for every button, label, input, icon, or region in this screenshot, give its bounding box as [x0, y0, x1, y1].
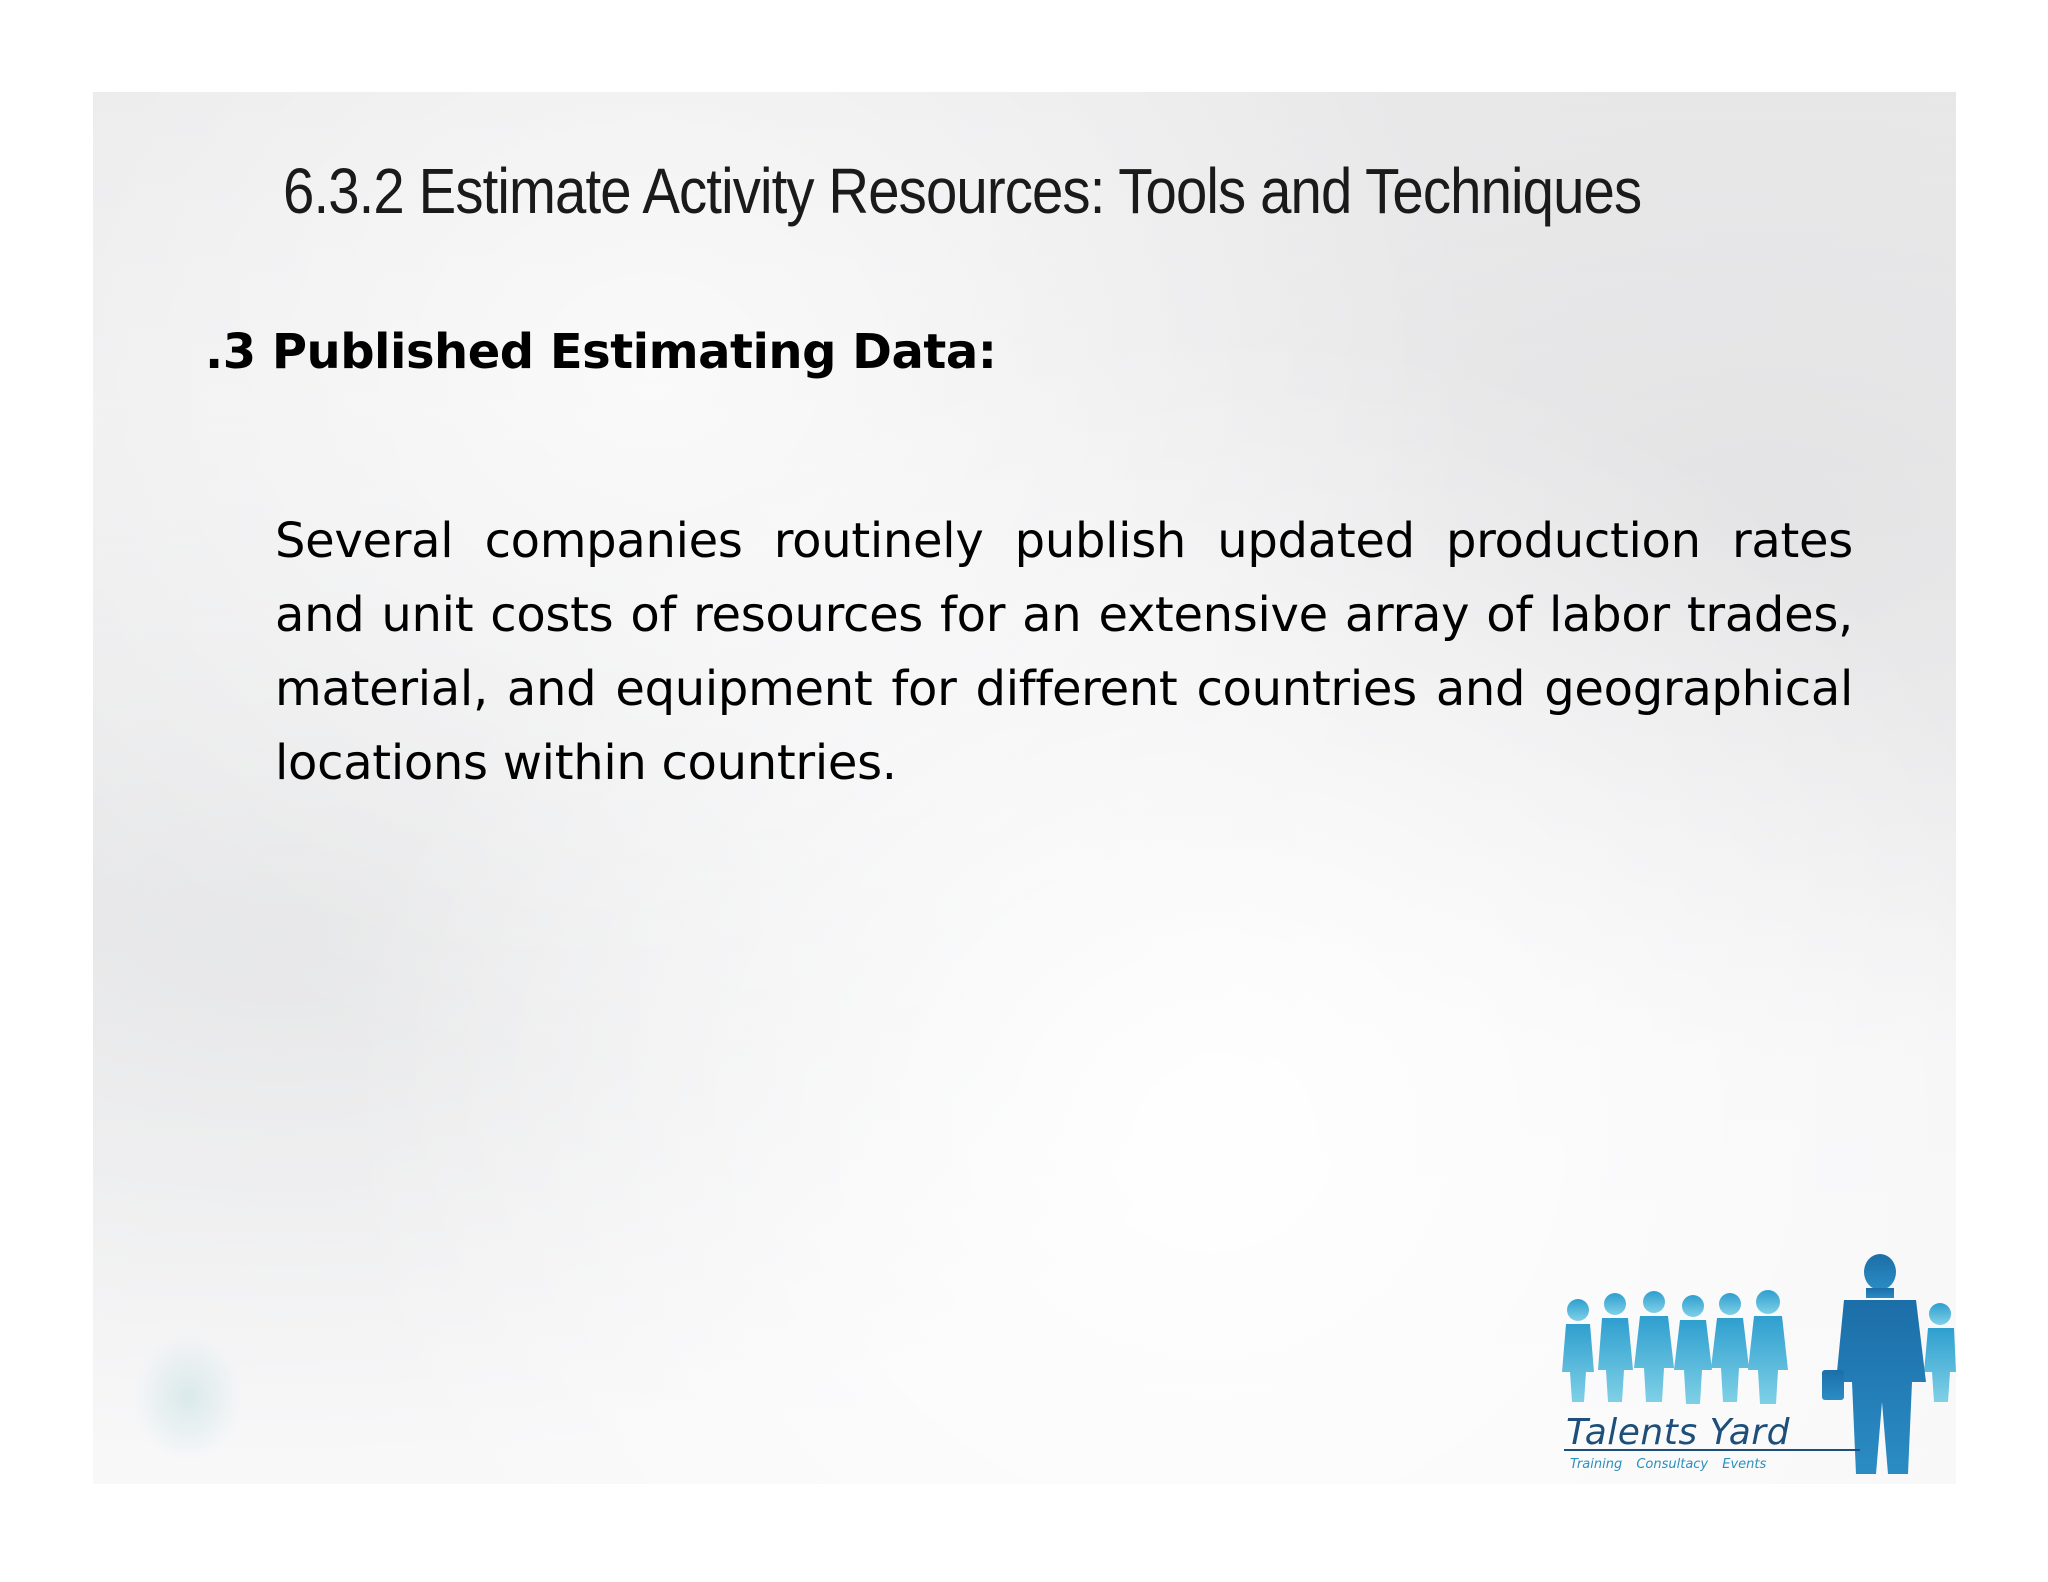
background-smudge: [133, 1332, 243, 1462]
slide-title: 6.3.2 Estimate Activity Resources: Tools and Techniques: [283, 155, 1642, 227]
body-paragraph: Several companies routinely publish updated production rates and unit costs of resources for an extensive array of labor trades, material, and equipment for different countries and geographical locations within countries.: [275, 513, 1853, 791]
section-heading: .3 Published Estimating Data:: [205, 324, 997, 380]
logo-name: Talents Yard: [1566, 1412, 1790, 1453]
slide: [93, 92, 1956, 1484]
talents-yard-logo: [1560, 1252, 1956, 1484]
logo-tagline: Training Consultacy Events: [1570, 1457, 1767, 1472]
